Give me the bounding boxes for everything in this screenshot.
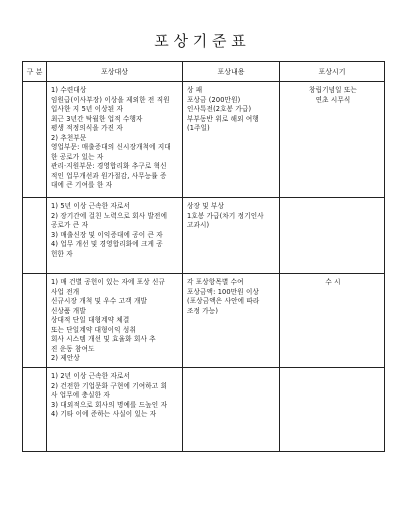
- content-line: 상 패: [187, 86, 203, 94]
- table-header-row: [23, 62, 385, 82]
- header-content: 포상내용: [183, 62, 280, 82]
- target-line: 사 업무에 충실한 자: [51, 391, 110, 399]
- header-division: 구 분: [23, 62, 47, 82]
- target-line: 신상품 개발: [51, 306, 86, 315]
- target-cell: [47, 274, 183, 368]
- target-line: 상대적 단일 대형계약 체결: [51, 316, 130, 324]
- division-cell: [23, 198, 47, 274]
- target-cell: [47, 198, 183, 274]
- division-cell: [23, 274, 47, 368]
- timing-line: 수 시: [325, 278, 341, 286]
- content-line: (포상금액은 사안에 따라: [187, 297, 260, 305]
- content-line: (1주일): [187, 124, 210, 132]
- content-line: 각 포상항목별 수여: [187, 278, 244, 286]
- division-cell: [23, 82, 47, 198]
- target-cell: [47, 368, 183, 452]
- content-line: 부부동반 위로 해외 여행: [187, 114, 259, 123]
- target-line: 3) 매출신장 및 이익증대에 공이 큰 자: [51, 230, 163, 239]
- target-line: 영업부문: 매출증대의 신시장개척에 지대: [51, 143, 171, 151]
- target-line: 2) 건전한 기업문화 구현에 기여하고 회: [51, 381, 168, 390]
- page-title: 포 상 기 준 표: [154, 32, 246, 50]
- timing-line: 연초 시무식: [315, 95, 351, 104]
- content-cell: [183, 82, 280, 198]
- target-line: 4) 업무 개선 및 경영합리화에 크게 공: [51, 240, 163, 248]
- target-line: 임원급(이사부장) 이상을 제외한 전 직원: [51, 95, 170, 104]
- content-cell: [183, 198, 280, 274]
- target-cell: [47, 82, 183, 198]
- content-cell: [183, 368, 280, 452]
- target-line: 대에 큰 기여를 한 자: [51, 181, 113, 189]
- target-line: 사업 전개: [51, 287, 80, 296]
- target-line: 2) 제안상: [51, 354, 80, 362]
- content-line: 인사특전(2호봉 가급): [187, 105, 252, 113]
- target-line: 3) 대외적으로 회사의 명예를 드높인 자: [51, 400, 168, 409]
- table-row: [23, 368, 385, 452]
- target-line: 진 운동 참여도: [51, 344, 95, 353]
- header-timing: 포상시기: [280, 62, 385, 82]
- target-line: 적인 업무개선과 원가절감, 사무능률 증: [51, 171, 167, 180]
- target-line: 1) 5년 이상 근속한 자로서: [51, 202, 131, 210]
- timing-cell: [280, 274, 385, 368]
- target-line: 1) 수련대상: [51, 86, 87, 94]
- target-line: 4) 기타 이에 준하는 사실이 있는 자: [51, 410, 157, 418]
- content-line: 포상금 (200만원): [187, 95, 241, 104]
- table-row: [23, 274, 385, 368]
- target-line: 회사 시스템 개선 및 효율화 회사 추: [51, 335, 156, 343]
- award-criteria-table: [22, 61, 385, 452]
- target-line: 또는 단일계약 대형이익 성취: [51, 325, 136, 334]
- content-line: 상장 및 부상: [187, 202, 225, 210]
- content-line: 조정 가능): [187, 306, 219, 315]
- target-line: 관리·지원부문: 경영합리화 추구로 혁신: [51, 162, 167, 170]
- timing-cell: [280, 82, 385, 198]
- target-line: 헌한 자: [51, 249, 73, 258]
- target-line: 입사한 지 5년 이상된 자: [51, 105, 124, 113]
- target-line: 1) 매 건별 공헌이 있는 자에 포상 신규: [51, 278, 166, 286]
- target-line: 최근 3년간 탁월한 업적 수행자: [51, 114, 143, 123]
- content-line: 1호봉 가급(차기 정기인사: [187, 211, 264, 220]
- content-line: 고과시): [187, 221, 210, 229]
- timing-line: 창립기념일 또는: [309, 86, 357, 94]
- target-line: 평생 적정의식을 가진 자: [51, 124, 123, 132]
- header-target: 포상대상: [47, 62, 183, 82]
- target-line: 한 공로가 있는 자: [51, 152, 104, 161]
- division-cell: [23, 368, 47, 452]
- timing-cell: [280, 198, 385, 274]
- target-line: 신규시장 개척 및 우수 고객 개발: [51, 297, 147, 305]
- target-line: 1) 2년 이상 근속한 자로서: [51, 372, 131, 380]
- table-row: [23, 198, 385, 274]
- content-line: 포상금액: 100만원 이상: [187, 287, 260, 296]
- timing-cell: [280, 368, 385, 452]
- target-line: 2) 장기간에 걸친 노력으로 회사 발전에: [51, 211, 168, 220]
- table-row: [23, 82, 385, 198]
- target-line: 공로가 큰 자: [51, 221, 89, 229]
- content-cell: [183, 274, 280, 368]
- target-line: 2) 추천부문: [51, 133, 87, 142]
